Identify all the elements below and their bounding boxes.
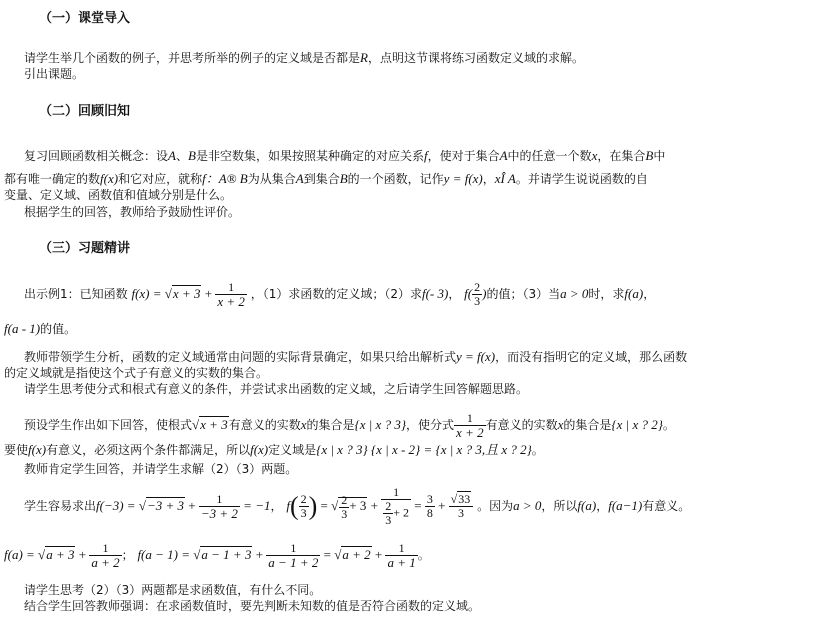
math-a-gt-0: a > 0	[513, 498, 542, 513]
paragraph	[24, 349, 687, 365]
numerator: 1	[385, 542, 417, 556]
paragraph	[4, 442, 544, 458]
plus: +	[75, 547, 90, 562]
denominator: 3	[341, 506, 348, 521]
math-f: f：	[202, 171, 219, 186]
paragraph	[4, 171, 648, 187]
text: 都有唯一确定的数	[4, 172, 101, 186]
sqrt: √a + 2	[334, 547, 371, 562]
paragraph: 请学生思考使分式和根式有意义的条件，并尝试求出函数的定义域，之后请学生回答解题思路。	[24, 382, 529, 396]
numerator: 3	[426, 492, 433, 506]
solution-line-1	[24, 486, 690, 527]
text: 。并请学生说说函数的自	[515, 172, 648, 186]
math-x: x	[591, 148, 598, 163]
radicand: x + 3	[172, 286, 201, 301]
text: 到集合	[303, 172, 340, 186]
text: ，	[448, 287, 461, 301]
text: 出示例1：已知函数	[24, 287, 128, 301]
radicand: a − 1 + 3	[201, 547, 252, 562]
math-y-eq-fx: y = f(x)	[443, 171, 483, 186]
denominator: 3	[474, 294, 481, 308]
math-f-minus3: f(- 3)	[421, 286, 449, 301]
paragraph: 变量、定义域、函数值和值域分别是什么。	[4, 188, 233, 202]
text: 中的任意一个数	[507, 149, 592, 163]
fraction	[215, 281, 247, 308]
fraction-2-3	[339, 494, 349, 521]
denominator: 3	[385, 513, 392, 527]
text: 请学生举几个函数的例子，并思考所举的例子的定义域是否都是	[24, 51, 361, 65]
section-heading-exercises: （三）习题精讲	[39, 241, 131, 256]
numerator: 2	[300, 492, 307, 506]
text: 有意义。	[642, 499, 691, 513]
text: 的值；（3）当	[486, 287, 561, 301]
text: 为从集合	[247, 172, 296, 186]
text: ，（1）求函数的定义域；（2）求	[250, 287, 422, 301]
fraction-2-3	[472, 281, 482, 308]
paragraph: 的定义域就是指使这个式子有意义的实数的集合。	[4, 366, 269, 380]
text: ，	[482, 172, 495, 186]
fraction-2-3	[299, 493, 309, 520]
plus: +	[201, 286, 216, 301]
radicand: −3 + 3	[146, 498, 185, 513]
math-fa: f(a)	[624, 286, 644, 301]
fraction	[385, 542, 417, 569]
fraction-2-3	[383, 500, 393, 527]
text: ，使对于集合	[427, 149, 500, 163]
denominator	[381, 500, 411, 527]
text: ，使分式	[406, 418, 455, 432]
text: ，而没有指明它的定义域，那么函数	[495, 350, 688, 364]
paragraph: 教师肯定学生回答，并请学生求解（2）（3）两题。	[24, 462, 298, 476]
math-x: x	[300, 417, 307, 432]
math-f-open: f(	[464, 286, 473, 301]
numerator: 1	[454, 412, 486, 426]
numerator: √33	[449, 493, 474, 507]
sqrt: √a − 1 + 3	[193, 547, 252, 562]
math-fx-def: f(x) =	[131, 286, 165, 301]
math-a-gt-0: a > 0	[560, 286, 589, 301]
equals: =	[320, 547, 335, 562]
text: 要使	[4, 443, 29, 457]
plus: +	[434, 498, 449, 513]
denominator: 3	[457, 506, 464, 520]
plus: +	[252, 547, 267, 562]
text: 。因为	[477, 499, 514, 513]
fraction	[381, 486, 411, 527]
numerator: 1	[89, 542, 121, 556]
math-f: f	[286, 498, 290, 513]
text: 复习回顾函数相关概念：设	[24, 149, 169, 163]
fraction	[454, 412, 486, 439]
math-set: {x | x ? 3}	[354, 417, 407, 432]
fraction	[266, 542, 320, 569]
text: 是非空数集，如果按照某种确定的对应关系	[195, 149, 424, 163]
math-fx: f(x)	[28, 442, 47, 457]
paragraph	[24, 412, 675, 439]
plus: +	[371, 547, 386, 562]
text: 有意义的实数	[485, 418, 558, 432]
text: 预设学生作出如下回答，使根式	[24, 418, 193, 432]
denominator: x + 2	[217, 294, 245, 309]
section-heading-intro: （一）课堂导入	[39, 11, 131, 26]
plus: +	[185, 498, 199, 513]
math-A: A	[499, 148, 508, 163]
math-fa: f(a) =	[4, 547, 39, 562]
section-heading-review: （二）回顾旧知	[39, 104, 131, 119]
radicand	[338, 492, 367, 521]
math-R: R	[360, 50, 368, 65]
math-fa: f(a)	[577, 498, 597, 513]
text: 、	[175, 149, 188, 163]
paragraph: 根据学生的回答，教师给予鼓励性评价。	[24, 205, 241, 219]
text: 有意义的实数	[228, 418, 301, 432]
math-f: f	[423, 148, 428, 163]
sqrt: √ $\frac{2}{3}$ + 3	[331, 492, 367, 521]
text: 的一个函数，记作	[347, 172, 444, 186]
plus: +	[367, 498, 382, 513]
text: 的值。	[40, 322, 77, 336]
math-B: B	[339, 171, 348, 186]
math-f-a-minus-1: f(a - 1)	[4, 321, 41, 336]
math-A: A	[295, 171, 304, 186]
text: 。	[531, 443, 544, 457]
numerator: 1	[215, 281, 247, 295]
math-result: = −1	[239, 498, 271, 513]
paragraph: 请学生思考（2）（3）两题都是求函数值，有什么不同。	[24, 583, 322, 597]
math-mapping: A® B	[218, 171, 248, 186]
text: + 2	[393, 505, 409, 520]
math-set-intersection: {x | x ? 3} {x | x - 2} = {x | x ? 3,且 x ? 2}	[316, 442, 532, 457]
paragraph	[24, 50, 584, 66]
paren-close: )	[308, 491, 318, 521]
fraction	[199, 493, 240, 520]
fraction-sqrt33-3	[449, 493, 474, 520]
denominator: 3	[300, 506, 307, 520]
text: 。	[662, 418, 675, 432]
text: ，	[270, 499, 283, 513]
math-f-minus3: f(−3) =	[96, 498, 139, 513]
paragraph	[24, 148, 665, 164]
math-A: A	[168, 148, 176, 163]
numerator: 2	[474, 280, 481, 294]
denominator: a − 1 + 2	[268, 555, 319, 570]
equals: =	[317, 498, 332, 513]
solution-line-2	[4, 540, 430, 570]
math-f-a-minus-1: f(a − 1) =	[137, 547, 194, 562]
text: 的集合是	[563, 418, 612, 432]
radicand: 33	[458, 492, 471, 506]
sqrt: √−3 + 3	[138, 498, 185, 513]
math-B: B	[645, 148, 654, 163]
numerator: 1	[381, 486, 411, 500]
radicand: x + 3	[200, 417, 228, 432]
numerator: 2	[341, 492, 348, 507]
sqrt: √a + 3	[38, 547, 75, 562]
text: 教师带领学生分析，函数的定义域通常由问题的实际背景确定，如果只给出解析式	[24, 350, 457, 364]
math-x-in-A: xÎ A	[494, 171, 516, 186]
fraction-3-8	[425, 493, 435, 520]
paragraph: 引出课题。	[24, 67, 85, 81]
denominator: a + 1	[387, 555, 416, 570]
text: + 3	[349, 498, 367, 513]
math-fx: f(x)	[100, 171, 119, 186]
text: 时，求	[588, 287, 625, 301]
text: 的集合是	[306, 418, 355, 432]
paragraph: 结合学生回答教师强调：在求函数值时，要先判断未知数的值是否符合函数的定义域。	[24, 599, 481, 613]
text: ，所以	[541, 499, 578, 513]
denominator: a + 2	[91, 555, 120, 570]
math-close: )	[482, 286, 487, 301]
text: 和它对应，就称	[118, 172, 203, 186]
text: 。	[417, 548, 430, 562]
equals: =	[410, 498, 425, 513]
text: ，	[643, 287, 656, 301]
text: 有意义，必须这两个条件都满足，所以	[46, 443, 251, 457]
math-fx: f(x)	[250, 442, 269, 457]
example-1	[24, 280, 655, 308]
sqrt: √x + 3	[192, 417, 228, 432]
text: 中	[653, 149, 666, 163]
radicand: a + 2	[342, 547, 371, 562]
math-x: x	[557, 417, 564, 432]
denominator: x + 2	[456, 425, 484, 440]
math-f-a-minus-1: f(a−1)	[608, 498, 643, 513]
denominator: −3 + 2	[200, 506, 238, 521]
radicand: a + 3	[46, 547, 75, 562]
numerator: 2	[385, 499, 392, 513]
text: ，	[596, 499, 609, 513]
denominator: 8	[426, 506, 433, 520]
text: ，在集合	[597, 149, 646, 163]
math-B: B	[187, 148, 196, 163]
text: 定义域是	[268, 443, 317, 457]
numerator: 1	[266, 542, 320, 556]
sqrt: √x + 3	[164, 286, 201, 301]
paren-open: (	[289, 491, 299, 521]
example-1-cont	[4, 321, 76, 337]
numerator: 1	[199, 493, 240, 507]
text: ，点明这节课将练习函数定义域的求解。	[367, 51, 584, 65]
text: 学生容易求出	[24, 499, 97, 513]
math-set: {x | x ? 2}	[611, 417, 663, 432]
fraction	[89, 542, 121, 569]
text: ；	[121, 548, 134, 562]
math-y-eq-fx: y = f(x)	[456, 349, 496, 364]
